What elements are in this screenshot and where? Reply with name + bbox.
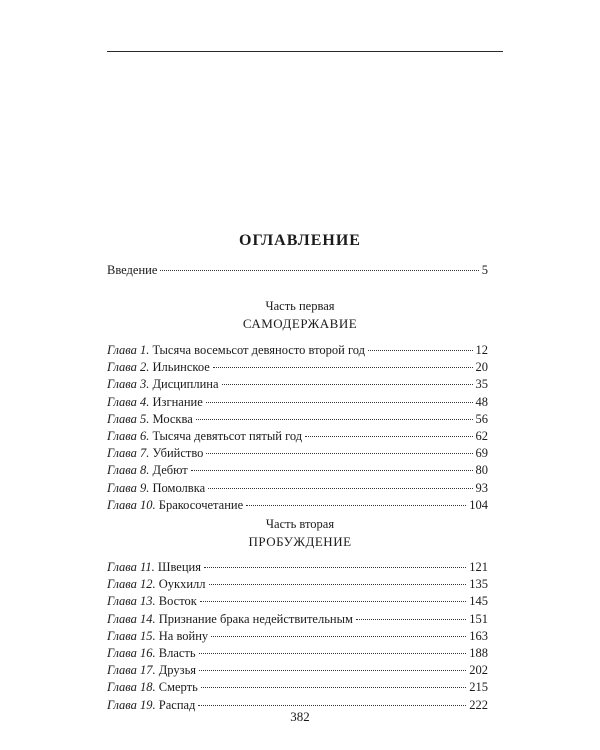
chapter-prefix: Глава 17.	[107, 663, 156, 678]
dot-leader	[196, 419, 473, 420]
chapter-page: 35	[475, 377, 488, 392]
chapter-page: 202	[469, 663, 488, 678]
chapter-label	[107, 645, 196, 662]
chapter-page: 48	[475, 394, 488, 409]
chapter-row	[107, 359, 488, 376]
chapter-page: 151	[469, 611, 488, 626]
chapter-page: 80	[475, 463, 488, 478]
chapter-prefix: Глава 4.	[107, 394, 150, 409]
chapter-page: 12	[475, 343, 488, 357]
chapter-row	[107, 480, 488, 497]
chapter-prefix: Глава 7.	[107, 446, 150, 461]
chapter-page: 62	[475, 428, 488, 443]
chapter-row	[107, 394, 488, 411]
chapter-label	[107, 576, 206, 593]
chapter-page: 163	[469, 628, 488, 643]
dot-leader	[211, 636, 466, 637]
chapter-row	[107, 576, 488, 593]
chapter-row	[107, 462, 488, 479]
chapter-row	[107, 593, 488, 610]
dot-leader	[206, 402, 473, 403]
chapter-prefix: Глава 12.	[107, 577, 156, 592]
chapter-label	[107, 359, 210, 376]
chapter-title: Дисциплина	[152, 377, 219, 392]
dot-leader	[160, 270, 478, 271]
dot-leader	[191, 470, 473, 471]
dot-leader	[213, 367, 473, 368]
dot-leader	[246, 505, 466, 506]
chapter-label	[107, 376, 219, 393]
part-one-chapter-list	[107, 342, 488, 514]
dot-leader	[201, 687, 466, 688]
chapter-label	[107, 342, 365, 359]
chapter-prefix: Глава 1.	[107, 343, 150, 357]
chapter-label	[107, 480, 205, 497]
toc-title: ОГЛАВЛЕНИЕ	[239, 232, 361, 249]
dot-leader	[206, 453, 472, 454]
chapter-prefix: Глава 10.	[107, 497, 156, 512]
chapter-page: 135	[469, 577, 488, 592]
chapter-row	[107, 628, 488, 645]
chapter-prefix: Глава 9.	[107, 480, 150, 495]
chapter-row	[107, 428, 488, 445]
chapter-prefix: Глава 14.	[107, 611, 156, 626]
chapter-page: 93	[475, 480, 488, 495]
dot-leader	[200, 601, 466, 602]
toc-entry-label: Введение	[107, 263, 158, 277]
dot-leader	[368, 350, 472, 351]
dot-leader	[356, 619, 466, 620]
chapter-title: Швеция	[157, 560, 201, 574]
part-one-heading	[0, 298, 600, 333]
chapter-title: Смерть	[158, 680, 198, 695]
chapter-prefix: Глава 11.	[107, 560, 155, 574]
header-rule	[107, 51, 503, 52]
dot-leader	[208, 488, 472, 489]
chapter-title: Распад	[158, 697, 196, 712]
chapter-title: На войну	[158, 628, 209, 643]
chapter-prefix: Глава 2.	[107, 360, 150, 375]
chapter-label	[107, 411, 193, 428]
dot-leader	[204, 567, 466, 568]
chapter-row	[107, 376, 488, 393]
dot-leader	[199, 670, 466, 671]
chapter-page: 20	[475, 360, 488, 375]
chapter-page: 188	[469, 645, 488, 660]
chapter-label	[107, 394, 203, 411]
chapter-page: 69	[475, 446, 488, 461]
chapter-row	[107, 497, 488, 514]
toc-entry	[107, 262, 488, 279]
toc-entry-page: 5	[481, 263, 488, 277]
chapter-page: 56	[475, 411, 488, 426]
chapter-label	[107, 593, 197, 610]
chapter-title: Москва	[152, 411, 193, 426]
chapter-row	[107, 342, 488, 359]
chapter-page: 215	[469, 680, 488, 695]
chapter-page: 222	[469, 697, 488, 712]
chapter-page: 104	[469, 497, 488, 512]
dot-leader	[222, 384, 473, 385]
chapter-prefix: Глава 5.	[107, 411, 150, 426]
chapter-label	[107, 497, 243, 514]
chapter-label	[107, 628, 208, 645]
chapter-page: 145	[469, 594, 488, 609]
dot-leader	[305, 436, 472, 437]
chapter-prefix: Глава 18.	[107, 680, 156, 695]
chapter-title: Изгнание	[152, 394, 203, 409]
chapter-label	[107, 559, 201, 576]
part-two-heading	[0, 516, 600, 551]
page-number: 382	[290, 709, 310, 724]
chapter-row	[107, 662, 488, 679]
chapter-title: Убийство	[152, 446, 204, 461]
chapter-row	[107, 559, 488, 576]
chapter-prefix: Глава 19.	[107, 697, 156, 712]
chapter-prefix: Глава 16.	[107, 645, 156, 660]
chapter-title: Тысяча девятьсот пятый год	[152, 428, 303, 443]
chapter-title: Помолвка	[152, 480, 206, 495]
chapter-label	[107, 662, 196, 679]
chapter-label	[107, 428, 302, 445]
chapter-title: Признание брака недействительным	[158, 611, 353, 626]
chapter-title: Восток	[158, 594, 197, 609]
chapter-label	[107, 445, 203, 462]
chapter-label	[107, 679, 198, 696]
chapter-label	[107, 611, 353, 628]
part-title: САМОДЕРЖАВИЕ	[242, 316, 358, 331]
chapter-prefix: Глава 6.	[107, 428, 150, 443]
part-two-chapter-list	[107, 559, 488, 714]
chapter-prefix: Глава 15.	[107, 628, 156, 643]
part-label: Часть первая	[265, 299, 335, 313]
chapter-title: Тысяча восемьсот девяносто второй год	[152, 343, 366, 357]
chapter-row	[107, 411, 488, 428]
chapter-title: Оукхилл	[158, 577, 206, 592]
chapter-row	[107, 611, 488, 628]
chapter-label	[107, 462, 188, 479]
chapter-title: Ильинское	[152, 360, 210, 375]
chapter-prefix: Глава 8.	[107, 463, 150, 478]
chapter-title: Бракосочетание	[158, 497, 244, 512]
toc-intro-row	[107, 262, 488, 279]
part-title: ПРОБУЖДЕНИЕ	[248, 534, 352, 549]
chapter-page: 121	[469, 560, 488, 574]
chapter-title: Власть	[158, 645, 196, 660]
chapter-title: Друзья	[158, 663, 197, 678]
dot-leader	[199, 653, 467, 654]
chapter-prefix: Глава 13.	[107, 594, 156, 609]
chapter-row	[107, 679, 488, 696]
chapter-row	[107, 445, 488, 462]
dot-leader	[209, 584, 467, 585]
chapter-title: Дебют	[152, 463, 188, 478]
dot-leader	[198, 705, 466, 706]
chapter-prefix: Глава 3.	[107, 377, 150, 392]
part-label: Часть вторая	[265, 517, 335, 531]
chapter-row	[107, 645, 488, 662]
